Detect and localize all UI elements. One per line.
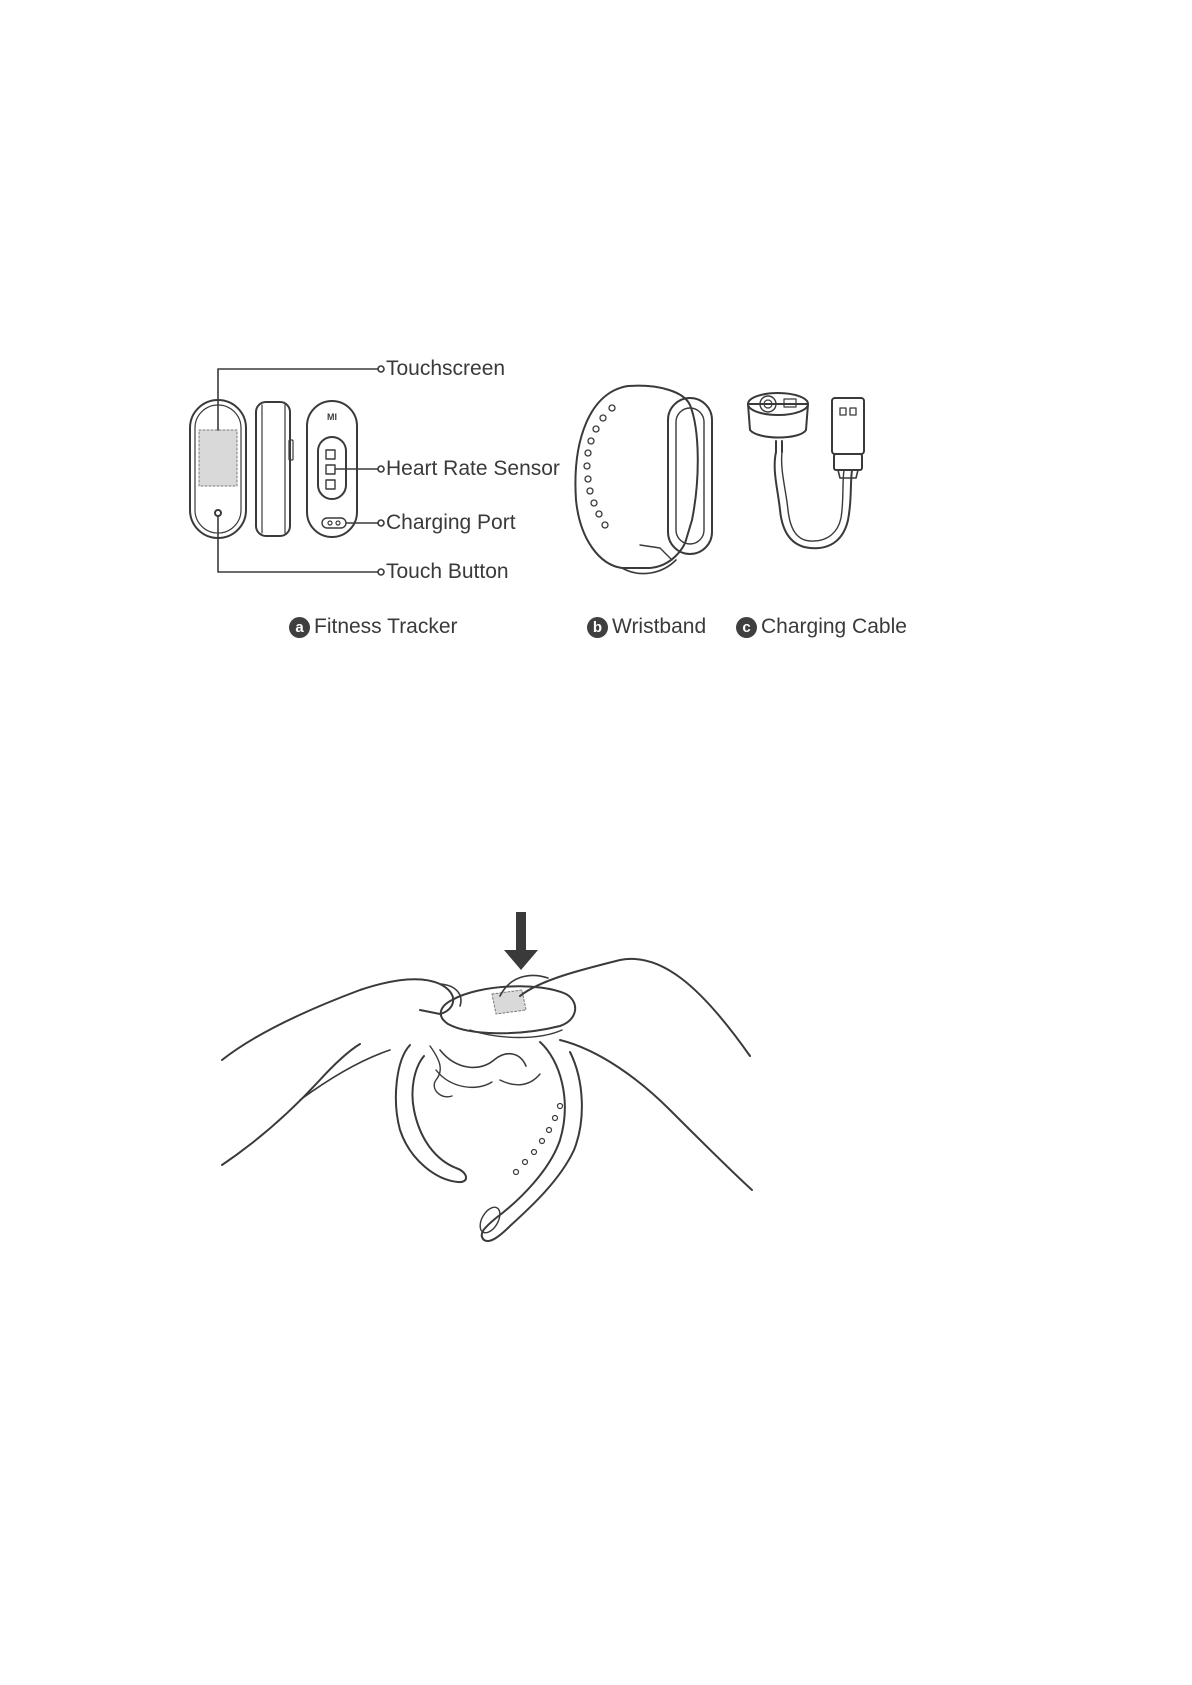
caption-wristband-label: Wristband [612,615,707,638]
touch-button-label: Touch Button [386,560,509,583]
down-arrow-icon [504,912,538,970]
badge-a: a [289,617,310,638]
heart-rate-sensor-label: Heart Rate Sensor [386,457,560,480]
touch-button-dot [215,510,221,516]
caption-fitness-tracker-label: Fitness Tracker [314,615,458,638]
heart-rate-sensor-square-top [326,450,335,459]
heart-rate-sensor-square-bottom [326,480,335,489]
caption-wristband [587,615,706,639]
heart-rate-sensor-square-middle [326,465,335,474]
charging-cable-illustration [748,393,864,548]
install-illustration [222,912,752,1241]
caption-charging-cable-label: Charging Cable [761,615,907,638]
caption-fitness-tracker [289,615,458,639]
callout-lines [218,366,384,575]
badge-c: c [736,617,757,638]
touchscreen-label: Touchscreen [386,357,506,380]
touchscreen-area [199,430,237,486]
badge-b: b [587,617,608,638]
wristband-illustration [575,386,712,574]
charging-port [322,518,346,528]
caption-charging-cable [736,615,907,639]
tracker-side-illustration [256,402,293,536]
charging-port-label: Charging Port [386,511,516,534]
svg-text:MI: MI [327,412,337,422]
